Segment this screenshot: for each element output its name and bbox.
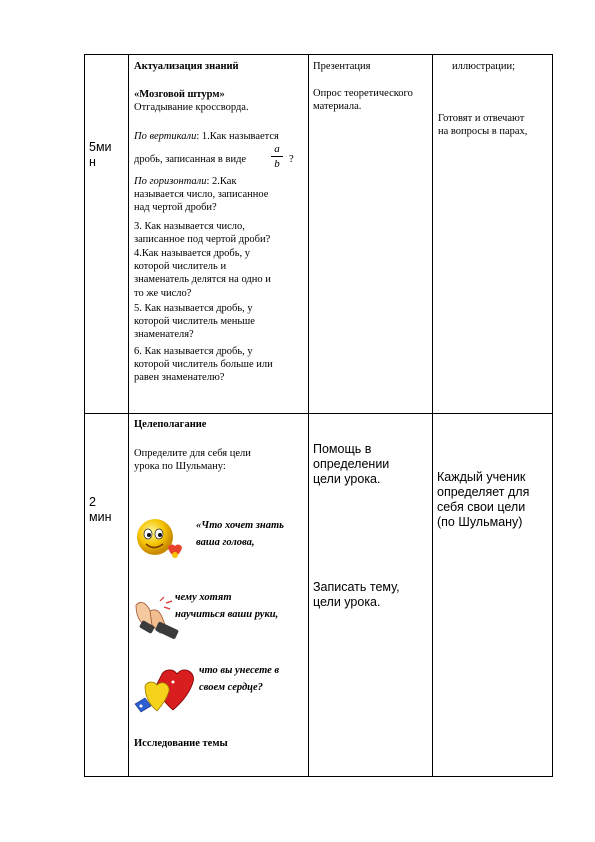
fraction-denominator: b bbox=[274, 158, 280, 170]
question-6: 6. Как называется дробь, у которой числитель больше или равен знаменателю? bbox=[134, 346, 273, 384]
vertical-text: : 1.Как называется bbox=[196, 131, 279, 142]
question-3: 3. Как называется число, записанное под чертой дроби? bbox=[134, 221, 271, 246]
quote-heart: что вы унесете в своем сердце? bbox=[199, 665, 280, 693]
question-5: 5. Как называется дробь, у которой числитель меньше знаменателя? bbox=[134, 303, 255, 341]
row1-subtitle: «Мозговой штурм» bbox=[134, 89, 225, 100]
row1-student-answers: Готовят и отвечают на вопросы в парах, bbox=[438, 113, 528, 138]
horizontal-text: : 2.Как называется число, записанное над чертой дроби? bbox=[134, 176, 269, 214]
row1-teacher-presentation: Презентация bbox=[313, 61, 371, 72]
row-divider bbox=[85, 413, 552, 414]
row1-teacher-survey: Опрос теоретического материала. bbox=[313, 88, 413, 113]
row1-vertical-line1 bbox=[134, 130, 279, 143]
question-4: 4.Как называется дробь, у которой числитель и знаменатель делятся на одно и то же число? bbox=[134, 248, 271, 299]
row2-student-goals: Каждый ученик определяет для себя свои цели (по Шульману) bbox=[437, 470, 530, 529]
vertical-label: По вертикали bbox=[134, 131, 197, 142]
question-mark: ? bbox=[289, 154, 294, 165]
row1-time: 5ми н bbox=[89, 140, 112, 169]
row1-vertical-line2: дробь, записанная в виде bbox=[134, 154, 247, 165]
quote-hands: чему хотят научиться ваши руки, bbox=[175, 592, 279, 620]
row2-teacher-help: Помощь в определении цели урока. bbox=[313, 442, 390, 486]
column-divider bbox=[128, 55, 129, 776]
column-divider bbox=[308, 55, 309, 776]
row2-footer-research: Исследование темы bbox=[134, 738, 228, 749]
horizontal-label: По горизонтали bbox=[134, 176, 207, 187]
hearts-image bbox=[133, 668, 195, 720]
row1-intro: Отгадывание кроссворда. bbox=[134, 102, 249, 113]
row2-teacher-record: Записать тему, цели урока. bbox=[313, 580, 400, 609]
quote-head: «Что хочет знать ваша голова, bbox=[196, 520, 284, 548]
column-divider bbox=[432, 55, 433, 776]
smiley-emoji-image bbox=[133, 515, 185, 567]
row2-section-title: Целеполагание bbox=[134, 419, 207, 430]
fraction-bar bbox=[271, 156, 283, 157]
row2-intro: Определите для себя цели урока по Шульману: bbox=[134, 448, 251, 473]
row2-time: 2 мин bbox=[89, 495, 112, 524]
fraction-numerator: a bbox=[274, 143, 280, 155]
row1-horizontal bbox=[134, 175, 304, 215]
row1-section-title: Актуализация знаний bbox=[134, 61, 239, 72]
row1-student-illustrations: иллюстрации; bbox=[452, 61, 516, 72]
